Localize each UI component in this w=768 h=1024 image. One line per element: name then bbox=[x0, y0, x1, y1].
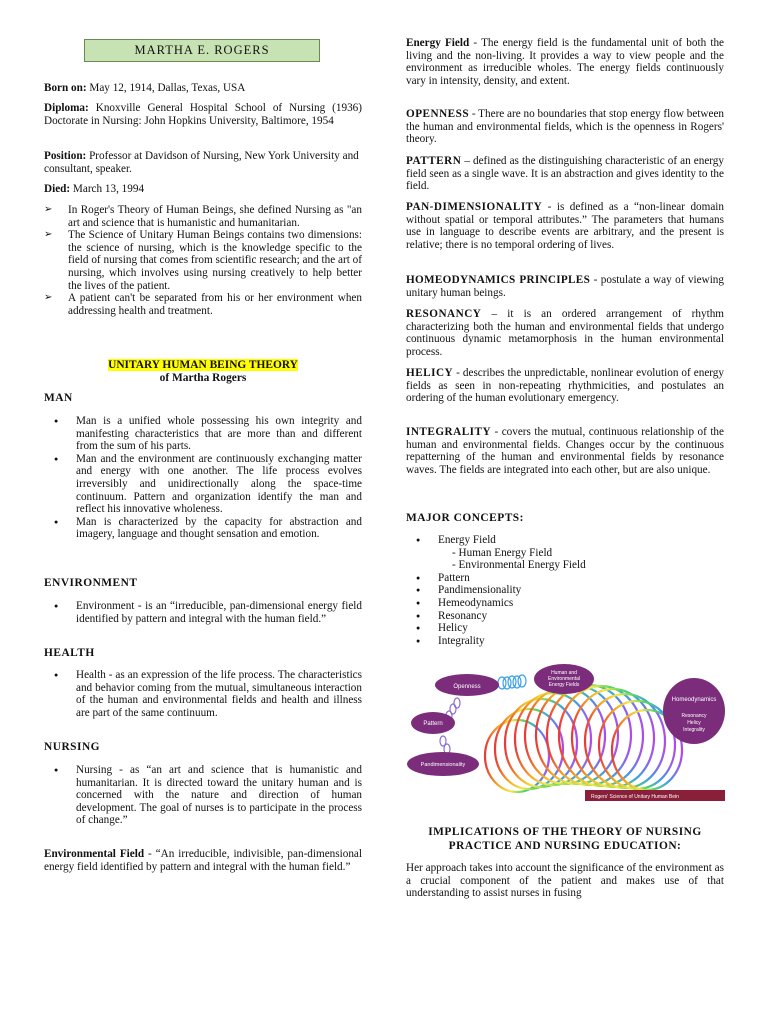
definition-term: OPENNESS bbox=[406, 108, 470, 120]
label-energy-2: Environmental bbox=[548, 676, 580, 682]
label-pandimensionality: Pandimensionality bbox=[420, 762, 466, 768]
list-item: ● Nursing - as “an art and science that is humanistic and humanitarian. It is directed toward the unitary human and is concerned with the nature and direction of human development. The goal of nurses is to participate in the process of change.” bbox=[44, 764, 362, 827]
list-item: ● Integrality bbox=[406, 635, 724, 648]
label-resonancy: Resonancy bbox=[681, 713, 707, 719]
bubble-energy-fields bbox=[534, 664, 594, 694]
label-energy-3: Energy Fields bbox=[548, 682, 580, 688]
label-pattern: Pattern bbox=[423, 721, 443, 727]
environment-list bbox=[44, 600, 362, 625]
died-label: Died: bbox=[44, 183, 71, 195]
died-value: March 13, 1994 bbox=[70, 183, 145, 195]
definition-text: - describes the unpredictable, nonlinear evolution of energy fields as seen in non-repeating rhythmicities, and postulates an ordering of the human evolutionary emergency. bbox=[406, 367, 724, 405]
definition-paragraph bbox=[406, 308, 724, 358]
definition-paragraph bbox=[406, 426, 724, 476]
definition-term: PAN-DIMENSIONALITY bbox=[406, 201, 543, 213]
bubble-homeodynamics bbox=[663, 678, 725, 744]
list-item: ● Man is characterized by the capacity for abstraction and imagery, language and thought sensation and emotion. bbox=[44, 516, 362, 541]
list-item: ● Environment - is an “irreducible, pan-dimensional energy field identified by pattern and integral with the human field.” bbox=[44, 600, 362, 625]
list-item: ● Health - as an expression of the life process. The characteristics and behavior coming from the mutual, simultaneous interaction of the human and environmental fields and health and illness are part of the same continuum. bbox=[44, 669, 362, 719]
definition-text: – it is an ordered arrangement of rhythm characterizing both the human and environmental fields that undergo continuous dynamic metamorphosis in the human environmental process. bbox=[406, 308, 724, 358]
list-item: ● Man and the environment are continuously exchanging matter and energy with one another. The life process evolves irreversibly and unidirectionally along the space-time continuum. Pattern and organization identify the man and reflect his innovative wholeness. bbox=[44, 453, 362, 516]
definition-paragraph bbox=[406, 367, 724, 405]
major-concepts-list bbox=[406, 534, 724, 647]
definition-paragraph bbox=[406, 37, 724, 87]
label-helicy: Helicy bbox=[687, 720, 701, 726]
position-line bbox=[44, 150, 362, 175]
list-item: ➢ A patient can't be separated from his or her environment when addressing health and treatment. bbox=[44, 292, 362, 317]
definition-term: INTEGRALITY bbox=[406, 426, 492, 438]
definition-paragraph bbox=[406, 201, 724, 251]
diploma-line bbox=[44, 102, 362, 127]
man-heading: MAN bbox=[44, 392, 73, 404]
man-list bbox=[44, 415, 362, 541]
label-homeodynamics: Homeodynamics bbox=[671, 697, 717, 703]
definition-text: - postulate a way of viewing unitary human beings. bbox=[406, 274, 724, 299]
list-item: ● Pandimensionality bbox=[406, 584, 724, 597]
definition-text: - There are no boundaries that stop energy flow between the human and environmental fields, which is the openness in Rogers' theory. bbox=[406, 108, 725, 146]
definition-term: RESONANCY bbox=[406, 308, 482, 320]
health-list bbox=[44, 669, 362, 719]
diploma-value: Knoxville General Hospital School of Nursing (1936) Doctorate in Nursing: John Hopkins University, Baltimore, 1954 bbox=[44, 102, 362, 127]
born-label: Born on: bbox=[44, 82, 87, 94]
definition-paragraph bbox=[406, 274, 724, 299]
overview-list bbox=[44, 204, 362, 317]
label-openness: Openness bbox=[453, 684, 481, 690]
theory-heading bbox=[44, 359, 362, 385]
definition-term: HELICY bbox=[406, 367, 454, 379]
label-energy-1: Human and bbox=[551, 670, 577, 676]
definition-text: - is defined as a “non-linear domain without spatial or temporal attributes.” The parameters that humans use in language to describe events are arbitrary, and the present is relative; there is no temporal ordering of lives. bbox=[406, 201, 724, 251]
definition-term: HOMEODYNAMICS PRINCIPLES bbox=[406, 274, 591, 286]
diploma-label: Diploma: bbox=[44, 102, 89, 114]
nursing-heading: NURSING bbox=[44, 741, 101, 753]
environmental-field-label: Environmental Field bbox=[44, 848, 145, 860]
nursing-list bbox=[44, 764, 362, 827]
list-item bbox=[406, 534, 724, 572]
definition-text: – defined as the distinguishing characteristic of an energy field seen as a single wave. It is an abstraction and gives identity to the field. bbox=[406, 155, 724, 193]
definition-text: - covers the mutual, continuous relationship of the human and environmental fields. Changes occur by the continuous repatterning of the human and environmental fields by resonance waves. The fields are integrated into each other, but are also unique. bbox=[406, 426, 724, 476]
list-item: ➢ In Roger's Theory of Human Beings, she defined Nursing as "an art and science that is humanistic and humanitarian. bbox=[44, 204, 362, 229]
major-concepts-heading: MAJOR CONCEPTS: bbox=[406, 512, 524, 524]
figure-caption: Rogers' Science of Unitary Human Bein bbox=[591, 794, 679, 800]
definition-text: - The energy field is the fundamental unit of both the living and the non-living. It provides a way to view people and the environment as irreducible wholes. The energy fields continuously vary in intensity, density, and extent. bbox=[406, 37, 725, 87]
theory-subtitle: of Martha Rogers bbox=[159, 372, 247, 384]
concept-label: Energy Field bbox=[438, 534, 496, 546]
position-value: Professor at Davidson of Nursing, New York University and consultant, speaker. bbox=[44, 150, 359, 175]
implications-heading bbox=[406, 826, 724, 853]
definition-term: PATTERN bbox=[406, 155, 462, 167]
definition-term: Energy Field bbox=[406, 37, 470, 49]
list-item: ● Man is a unified whole possessing his own integrity and manifesting characteristics that are more than and different from the sum of his parts. bbox=[44, 415, 362, 453]
list-item: ● Pattern bbox=[406, 572, 724, 585]
born-line bbox=[44, 82, 362, 95]
born-value: May 12, 1914, Dallas, Texas, USA bbox=[86, 82, 246, 94]
slinky-diagram bbox=[407, 661, 725, 801]
page-title: MARTHA E. ROGERS bbox=[84, 39, 320, 62]
list-item: ● Resonancy bbox=[406, 610, 724, 623]
environment-heading: ENVIRONMENT bbox=[44, 577, 138, 589]
bubble-openness bbox=[435, 674, 499, 696]
implications-title-2: PRACTICE AND NURSING EDUCATION: bbox=[448, 839, 682, 852]
list-item: ➢ The Science of Unitary Human Beings contains two dimensions: the science of nursing, which is the knowledge specific to the field of nursing that comes from scientific research; and the art of nursing, which involves using nursing creatively to help better the lives of the patient. bbox=[44, 229, 362, 292]
implications-text: Her approach takes into account the significance of the environment as a crucial component of the patient and makes use of that understanding to assist nurses in fusing bbox=[406, 862, 724, 900]
concept-subitem: - Environmental Energy Field bbox=[452, 559, 586, 572]
bubble-pattern bbox=[411, 712, 455, 734]
implications-title-1: IMPLICATIONS OF THE THEORY OF NURSING bbox=[428, 826, 702, 838]
environmental-field-text: - “An irreducible, indivisible, pan-dimensional energy field identified by pattern and integral with the human field.” bbox=[44, 848, 362, 873]
label-integrality: Integrality bbox=[683, 727, 705, 733]
theory-title: UNITARY HUMAN BEING THEORY bbox=[108, 359, 298, 371]
list-item: ● Helicy bbox=[406, 622, 724, 635]
caption-bar bbox=[585, 790, 725, 801]
health-heading: HEALTH bbox=[44, 647, 95, 659]
list-item: ● Hemeodynamics bbox=[406, 597, 724, 610]
definition-paragraph bbox=[406, 108, 724, 146]
environmental-field-paragraph bbox=[44, 848, 362, 873]
died-line bbox=[44, 183, 362, 196]
definition-paragraph bbox=[406, 155, 724, 193]
position-label: Position: bbox=[44, 150, 87, 162]
concept-subitem: - Human Energy Field bbox=[452, 546, 553, 559]
bubble-pandimensionality bbox=[407, 752, 479, 776]
